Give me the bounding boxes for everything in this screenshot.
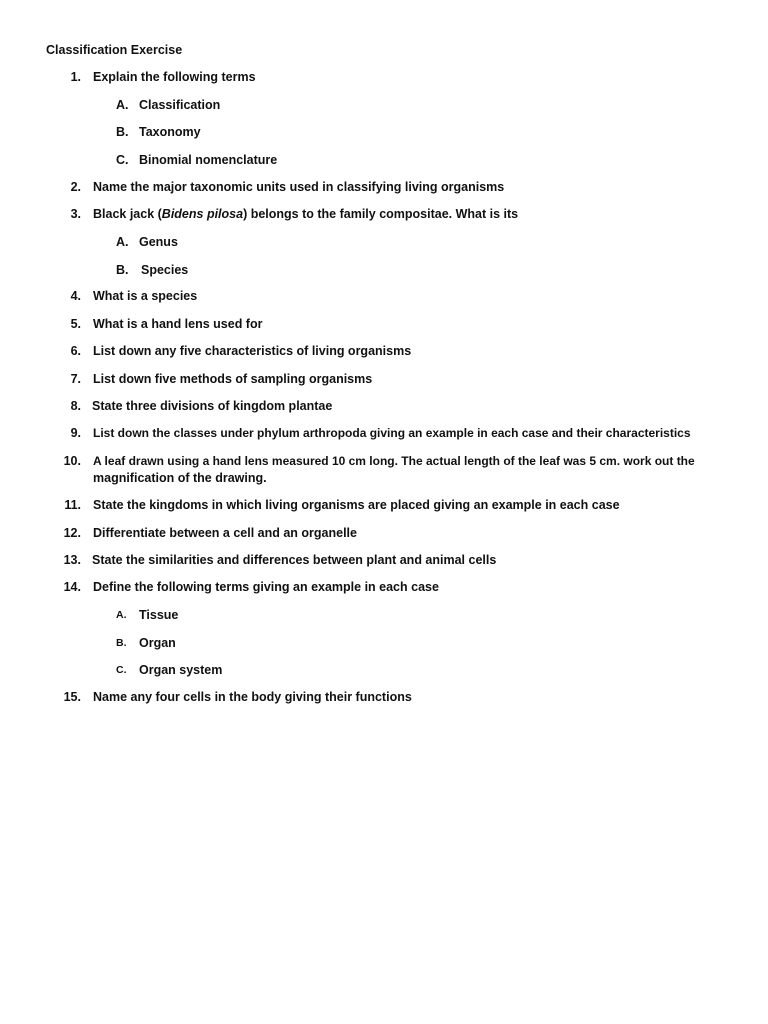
question-number: 2. <box>70 180 81 194</box>
question-text: List down five methods of sampling organisms <box>93 372 373 386</box>
question-text: What is a species <box>93 289 198 303</box>
question-text: A leaf drawn using a hand lens measured 10 cm long. The actual length of the leaf was 5 cm. work out the <box>93 454 695 468</box>
sub-label: B. <box>116 637 127 649</box>
question-text: State three divisions of kingdom plantae <box>92 399 333 413</box>
question-number: 14. <box>63 580 81 594</box>
sub-text: Organ <box>139 636 176 650</box>
question-text: Define the following terms giving an example in each case <box>93 580 439 594</box>
sub-text: Species <box>141 263 189 277</box>
sub-label: A. <box>116 235 129 249</box>
question-10-continuation: magnification of the drawing. <box>93 471 267 485</box>
question-number: 8. <box>70 399 81 413</box>
document-title: Classification Exercise <box>46 43 183 57</box>
question-text: Differentiate between a cell and an organelle <box>93 526 357 540</box>
sub-text: Taxonomy <box>139 125 201 139</box>
question-number: 3. <box>70 207 81 221</box>
question-number: 13. <box>63 553 81 567</box>
question-number: 11. <box>64 498 81 512</box>
sub-label: B. <box>116 263 129 277</box>
sub-text: Organ system <box>139 663 223 677</box>
question-text: State the similarities and differences between plant and animal cells <box>92 553 497 567</box>
sub-text: Binomial nomenclature <box>139 153 278 167</box>
question-number: 5. <box>70 317 81 331</box>
sub-text: Genus <box>139 235 178 249</box>
species-name: Bidens pilosa <box>161 207 244 221</box>
question-text: Name the major taxonomic units used in classifying living organisms <box>93 180 505 194</box>
question-text: What is a hand lens used for <box>93 317 263 331</box>
sub-label: B. <box>116 125 129 139</box>
sub-label: A. <box>116 98 129 112</box>
sub-label: C. <box>116 153 129 167</box>
sub-label: A. <box>116 609 127 621</box>
question-number: 12. <box>63 526 81 540</box>
sub-text: Tissue <box>139 608 179 622</box>
question-text: Name any four cells in the body giving their functions <box>93 690 412 704</box>
question-text: List down the classes under phylum arthropoda giving an example in each case and their characteristics <box>93 426 691 440</box>
question-number: 6. <box>70 344 81 358</box>
question-number: 4. <box>70 289 81 303</box>
question-number: 10. <box>63 454 81 468</box>
sub-label: C. <box>116 664 127 676</box>
question-text: Explain the following terms <box>93 70 256 84</box>
question-number: 1. <box>70 70 81 84</box>
question-number: 9. <box>70 426 81 440</box>
question-number: 15. <box>63 690 81 704</box>
question-number: 7. <box>70 372 81 386</box>
question-text: List down any five characteristics of living organisms <box>93 344 412 358</box>
question-text: State the kingdoms in which living organisms are placed giving an example in each case <box>93 498 620 512</box>
sub-text: Classification <box>139 98 221 112</box>
question-text: Black jack (Bidens pilosa) belongs to the family compositae. What is its <box>93 207 519 221</box>
